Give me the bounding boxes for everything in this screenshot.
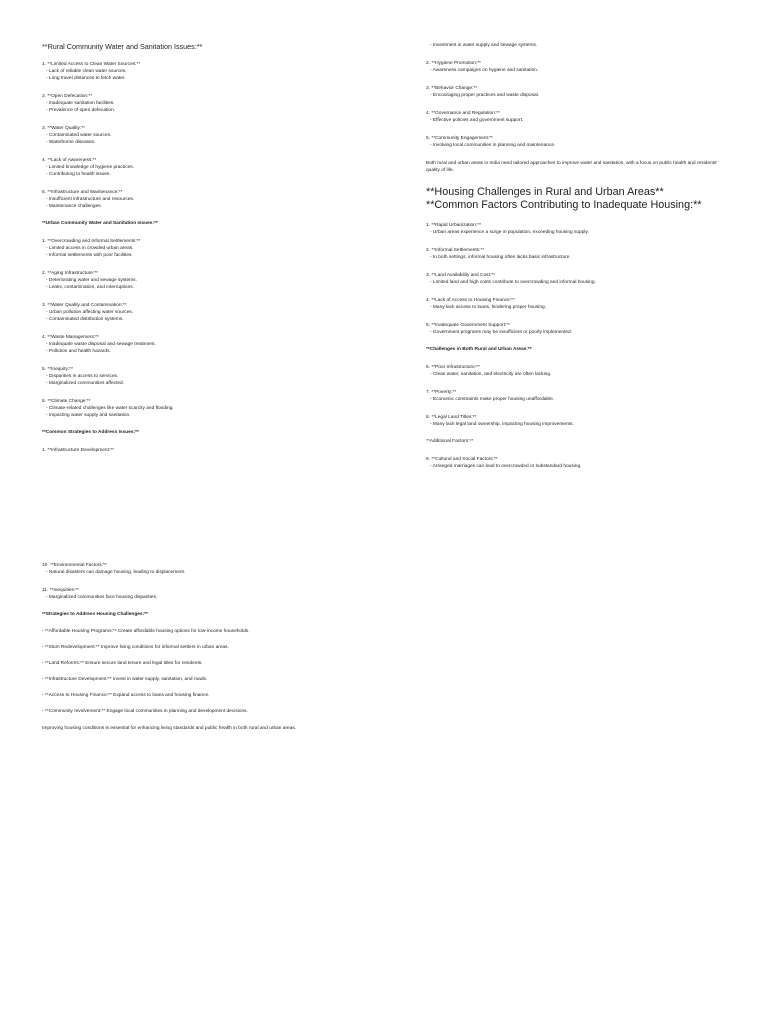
list-item: [42, 61, 372, 82]
item-heading: 4. **Lack of Access to Housing Finance:**: [426, 298, 515, 304]
list-item: [426, 297, 726, 311]
item-heading: 1. **Limited Access to Clean Water Sources:**: [42, 62, 141, 67]
item-detail: - Arranged marriages can lead to overcrowded or substandard housing.: [430, 464, 582, 470]
item-detail: - Natural disasters can damage housing, leading to displacement.: [46, 570, 186, 575]
list-item: [42, 334, 372, 355]
list-item: [426, 364, 726, 378]
item-detail: - Disparities in access to services.: [46, 374, 119, 379]
item-detail: - Inadequate sanitation facilities.: [46, 101, 115, 106]
list-item: [426, 414, 726, 428]
list-item: - **Land Reforms:** Ensure secure land tenure and legal titles for residents.: [42, 661, 203, 666]
item-detail: - Pollution and health hazards.: [46, 349, 111, 354]
list-item: [426, 85, 726, 99]
list-item: [42, 157, 372, 178]
list-item: [42, 93, 372, 114]
left-column: [42, 42, 372, 454]
item-heading: 3. **Behavior Change:**: [426, 86, 478, 91]
list-item: - **Slum Redevelopment:** Improve living conditions for informal settlers in urban areas.: [42, 645, 229, 650]
housing-strategies-list: [42, 629, 372, 714]
housing-strategies-heading: **Strategies to Address Housing Challenges:**: [42, 612, 148, 617]
item-detail: - Insufficient infrastructure and resources.: [46, 197, 135, 202]
item-heading: 1. **Rapid Urbanization:**: [426, 223, 481, 229]
item-detail: - Informal settlements with poor facilities.: [46, 253, 133, 258]
list-item: [426, 272, 726, 286]
item-heading: 5. **Inadequate Government Support:**: [426, 323, 511, 329]
item-heading: 4. **Waste Management:**: [42, 335, 99, 340]
item-heading: 11. **Inequities:**: [42, 588, 79, 593]
list-item: [42, 398, 372, 419]
item-heading: 3. **Water Quality:**: [42, 126, 86, 131]
housing-factors-list: [426, 222, 726, 336]
list-item: [42, 587, 372, 601]
item-detail: - Contaminated distribution systems.: [46, 317, 124, 322]
strategies-heading: **Common Strategies to Address Issues:**: [42, 430, 139, 435]
list-item: [42, 125, 372, 146]
item-detail: - Deteriorating water and sewage systems.: [46, 278, 137, 283]
conclusion-paragraph: Both rural and urban areas in India need tailored approaches to improve water and sanitation, with a focus on public health and residents' quality of life.: [426, 161, 718, 174]
item-detail: - Long travel distances to fetch water.: [46, 76, 126, 81]
item-detail: - Marginalized communities affected.: [46, 381, 125, 386]
item-detail: - Inadequate waste disposal and sewage treatment.: [46, 342, 156, 347]
rural-issues-list: [42, 61, 372, 210]
list-item: [426, 42, 726, 49]
list-item: [426, 222, 726, 236]
item-detail: - Investment in water supply and sewage systems.: [430, 43, 538, 48]
item-detail: - Many lack legal land ownership, impacting housing improvements.: [430, 422, 574, 428]
item-heading: 2. **Informal Settlements:**: [426, 248, 485, 254]
item-detail: - In both settings, informal housing often lacks basic infrastructure.: [430, 255, 571, 261]
item-detail: - Effective policies and government support.: [430, 118, 524, 123]
item-detail: - Lack of reliable clean water sources.: [46, 69, 127, 74]
strategies-list: [426, 60, 726, 149]
list-item: - **Community Involvement:** Engage local communities in planning and development decisions.: [42, 709, 248, 714]
item-detail: - Encouraging proper practices and waste disposal.: [430, 93, 540, 98]
housing-subtitle: **Common Factors Contributing to Inadequate Housing:**: [426, 199, 702, 212]
item-heading: 3. **Water Quality and Contamination:**: [42, 303, 127, 308]
item-heading: 5. **Inequity:**: [42, 367, 73, 372]
list-item: [426, 322, 726, 336]
item-heading: 9. **Cultural and Social Factors:**: [426, 457, 498, 463]
item-detail: - Many lack access to loans, hindering proper housing.: [430, 305, 546, 311]
item-heading: 2. **Open Defecation:**: [42, 94, 93, 99]
list-item: [42, 270, 372, 291]
housing-title-block: [426, 186, 726, 212]
housing-title: **Housing Challenges in Rural and Urban Areas**: [426, 186, 664, 199]
list-item: [426, 389, 726, 403]
item-heading: 1. **Overcrowding and Informal Settlements:**: [42, 239, 141, 244]
list-item: [42, 562, 372, 576]
item-detail: - Limited knowledge of hygiene practices.: [46, 165, 134, 170]
item-detail: - Economic constraints make proper housing unaffordable.: [430, 397, 555, 403]
list-item: - **Access to Housing Finance:** Expand access to loans and housing finance.: [42, 693, 210, 698]
item-heading: 6. **Poor Infrastructure:**: [426, 365, 480, 371]
list-item: [42, 366, 372, 387]
list-item: - **Affordable Housing Programs:** Create affordable housing options for low-income households.: [42, 629, 250, 634]
item-heading: 5. **Community Engagement:**: [426, 136, 493, 141]
item-detail: - Impacting water supply and sanitation.: [46, 413, 131, 418]
list-item: [42, 238, 372, 259]
additional-factors-heading: **Additional Factors:**: [426, 439, 474, 445]
item-detail: - Prevalence of open defecation.: [46, 108, 116, 113]
item-heading: 10. **Environmental Factors:**: [42, 563, 107, 568]
item-heading: 3. **Land Availability and Cost:**: [426, 273, 495, 279]
item-detail: - Urban pollution affecting water sources.: [46, 310, 134, 315]
item-detail: - Awareness campaigns on hygiene and sanitation.: [430, 68, 539, 73]
item-heading: 8. **Legal Land Titles:**: [426, 415, 477, 421]
item-heading: 4. **Governance and Regulation:**: [426, 111, 500, 116]
item-detail: - Climate-related challenges like water scarcity and flooding.: [46, 406, 174, 411]
item-detail: - Urban areas experience a surge in population, exceeding housing supply.: [430, 230, 589, 236]
item-detail: - Clean water, sanitation, and electricity are often lacking.: [430, 372, 552, 378]
item-heading: 6. **Climate Change:**: [42, 399, 91, 404]
strategy-item-1: 1. **Infrastructure Development:**: [42, 448, 114, 453]
bottom-section: [42, 562, 372, 744]
right-column: [426, 42, 726, 481]
both-areas-list: [426, 364, 726, 428]
item-heading: 7. **Poverty:**: [426, 390, 457, 396]
list-item: - **Infrastructure Development:** Invest in water supply, sanitation, and roads.: [42, 677, 208, 682]
urban-issues-list: [42, 238, 372, 419]
list-item: [42, 302, 372, 323]
item-detail: - Maintenance challenges.: [46, 204, 102, 209]
item-heading: 2. **Aging Infrastructure:**: [42, 271, 98, 276]
item-detail: - Waterborne diseases.: [46, 140, 96, 145]
item-detail: - Limited access in crowded urban areas.: [46, 246, 134, 251]
item-detail: - Marginalized communities face housing disparities.: [46, 595, 158, 600]
list-item: [426, 247, 726, 261]
list-item: [42, 189, 372, 210]
list-item: [426, 135, 726, 149]
item-heading: 4. **Lack of Awareness:**: [42, 158, 97, 163]
list-item: [426, 110, 726, 124]
list-item: [426, 60, 726, 74]
item-detail: - Leaks, contamination, and interruptions.: [46, 285, 134, 290]
item-detail: - Limited land and high costs contribute to overcrowding and informal housing.: [430, 280, 596, 286]
urban-issues-heading: **Urban Community Water and Sanitation Issues:**: [42, 221, 158, 226]
item-detail: - Government programs may be insufficient or poorly implemented.: [430, 330, 573, 336]
closing-paragraph: Improving housing conditions is essential for enhancing living standards and public health in both rural and urban areas.: [42, 726, 297, 731]
item-detail: - Involving local communities in planning and maintenance.: [430, 143, 556, 148]
list-item: [426, 456, 726, 470]
rural-water-title: **Rural Community Water and Sanitation Issues:**: [42, 42, 203, 51]
item-detail: - Contributing to health issues.: [46, 172, 111, 177]
item-heading: 2. **Hygiene Promotion:**: [426, 61, 481, 66]
both-areas-heading: **Challenges in Both Rural and Urban Areas:**: [426, 347, 532, 353]
item-heading: 5. **Infrastructure and Maintenance:**: [42, 190, 123, 195]
item-detail: - Contaminated water sources.: [46, 133, 112, 138]
